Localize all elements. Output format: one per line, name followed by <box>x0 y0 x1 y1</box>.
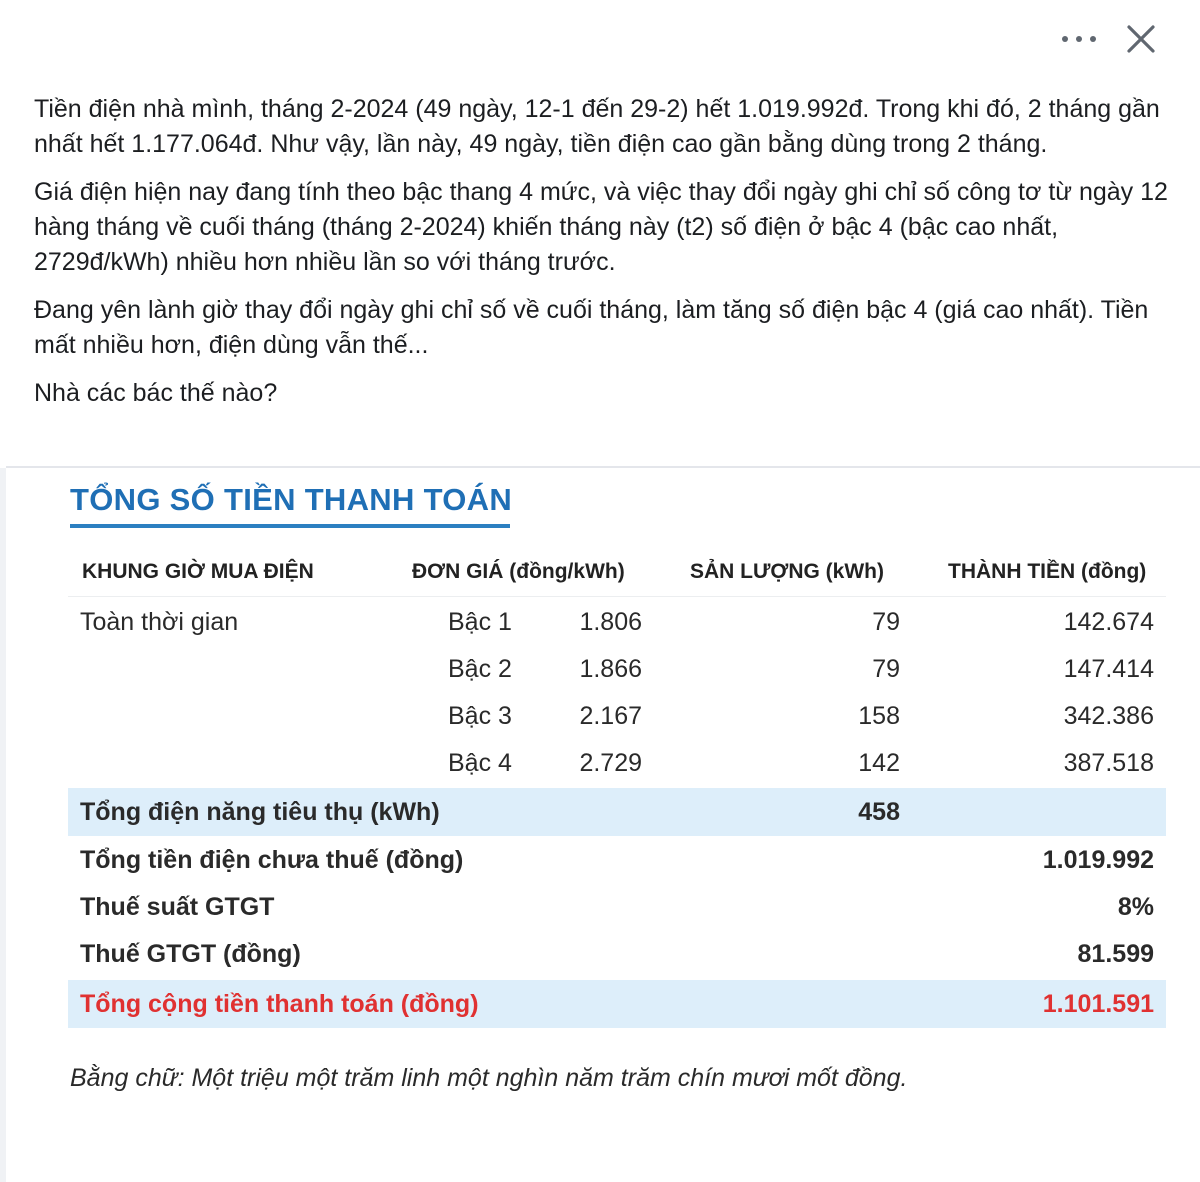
vat-label: Thuế GTGT (đồng) <box>80 940 301 968</box>
post-paragraph: Tiền điện nhà mình, tháng 2-2024 (49 ngày, 12-1 đến 29-2) hết 1.019.992đ. Trong khi đó, 2 tháng gần nhất hết 1.177.064đ. Như vậy, lần này, 49 ngày, tiền điện cao gần bằng dùng trong 2 tháng. <box>34 95 1160 158</box>
header-unit-price: ĐƠN GIÁ (đồng/kWh) <box>412 560 625 583</box>
tier-amount: 142.674 <box>1063 608 1154 636</box>
invoice-title: TỔNG SỐ TIỀN THANH TOÁN <box>70 482 513 517</box>
subtotal-value: 1.019.992 <box>1042 846 1154 874</box>
tier-kwh: 158 <box>858 702 900 730</box>
more-horizontal-icon[interactable] <box>1062 30 1096 48</box>
post-body <box>34 92 1174 424</box>
vat-rate-label: Thuế suất GTGT <box>80 893 275 921</box>
tier-price: 1.806 <box>579 608 642 636</box>
total-kwh-label: Tổng điện năng tiêu thụ (kWh) <box>80 798 440 826</box>
tier-price: 1.866 <box>579 655 642 683</box>
header-divider <box>68 596 1166 597</box>
close-icon[interactable] <box>1124 22 1158 56</box>
tier-amount: 147.414 <box>1063 655 1154 683</box>
post-paragraph: Nhà các bác thế nào? <box>34 379 278 407</box>
tier-amount: 387.518 <box>1063 749 1154 777</box>
title-underline <box>70 524 510 528</box>
post-paragraph: Giá điện hiện nay đang tính theo bậc thang 4 mức, và việc thay đổi ngày ghi chỉ số công tơ từ ngày 12 hàng tháng về cuối tháng (tháng 2-2024) khiến tháng này (t2) số điện ở bậc 4 (bậc cao nhất, 2729đ/kWh) nhiều hơn nhiều lần so với tháng trước. <box>34 178 1168 276</box>
tier-label: Bậc 2 <box>448 655 512 683</box>
tier-kwh: 79 <box>872 608 900 636</box>
grand-total-value: 1.101.591 <box>1042 990 1154 1018</box>
tier-label: Bậc 1 <box>448 608 512 636</box>
post-header <box>0 0 1200 80</box>
header-quantity: SẢN LƯỢNG (kWh) <box>690 560 884 583</box>
tier-amount: 342.386 <box>1063 702 1154 730</box>
invoice-image[interactable] <box>6 468 1200 1182</box>
tier-price: 2.167 <box>579 702 642 730</box>
tier-price: 2.729 <box>579 749 642 777</box>
amount-in-words: Bằng chữ: Một triệu một trăm linh một nghìn năm trăm chín mươi mốt đồng. <box>70 1064 908 1092</box>
post-paragraph: Đang yên lành giờ thay đổi ngày ghi chỉ số về cuối tháng, làm tăng số điện bậc 4 (giá cao nhất). Tiền mất nhiều hơn, điện dùng vẫn thế... <box>34 296 1149 359</box>
header-time-frame: KHUNG GIỜ MUA ĐIỆN <box>82 560 314 583</box>
tier-kwh: 79 <box>872 655 900 683</box>
vat-rate-value: 8% <box>1117 893 1154 921</box>
tier-kwh: 142 <box>858 749 900 777</box>
grand-total-label: Tổng cộng tiền thanh toán (đồng) <box>80 990 479 1018</box>
time-frame-value: Toàn thời gian <box>80 608 239 636</box>
tier-label: Bậc 3 <box>448 702 512 730</box>
vat-value: 81.599 <box>1077 940 1154 968</box>
tier-label: Bậc 4 <box>448 749 512 777</box>
total-kwh-value: 458 <box>858 798 900 826</box>
subtotal-label: Tổng tiền điện chưa thuế (đồng) <box>80 846 464 874</box>
header-amount: THÀNH TIỀN (đồng) <box>948 560 1147 583</box>
